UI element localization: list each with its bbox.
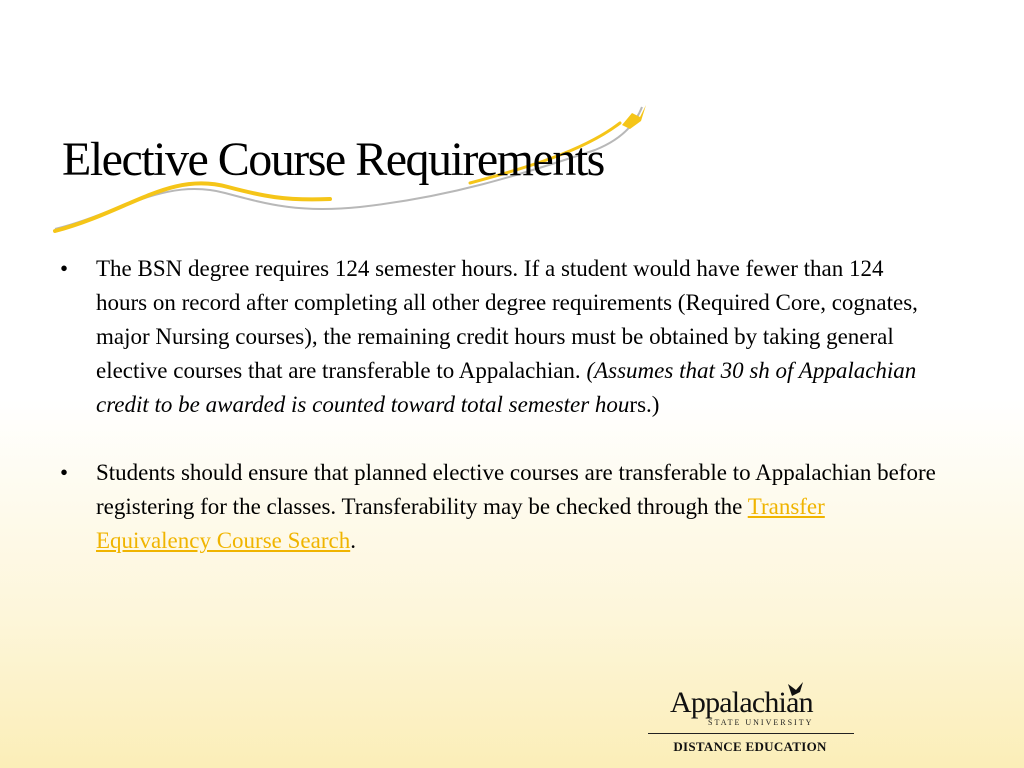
list-item — [60, 456, 940, 558]
logo-subtitle: STATE UNIVERSITY — [708, 718, 814, 727]
logo-divider — [648, 733, 854, 734]
slide-title: Elective Course Requirements — [62, 133, 604, 186]
bullet-text: The BSN degree requires 124 semester hours. If a student would have fewer than 124 hours on record after completing all other degree requirements (Required Core, cognates, major Nursing courses), the remaining credit hours must be obtained by taking general elective courses that are transferable to Appalachian. — [96, 256, 918, 383]
bullet-tail: rs.) — [629, 392, 660, 417]
transfer-search-link[interactable]: Transfer Equivalency Course Search — [96, 494, 825, 553]
bullet-marker: • — [60, 256, 69, 281]
bullet-text: Students should ensure that planned elective courses are transferable to Appalachian before registering for the classes. Transferability may be checked through the — [96, 460, 936, 519]
logo-name: Appalachian — [670, 686, 813, 719]
appalachian-logo — [640, 680, 860, 760]
logo-department: DISTANCE EDUCATION — [673, 739, 827, 754]
bullet-marker: • — [60, 460, 69, 485]
bullet-list — [60, 252, 940, 592]
list-item — [60, 252, 940, 422]
bullet-italic-note: (Assumes that 30 sh of Appalachian credit to be awarded is counted toward total semester hou — [96, 358, 917, 417]
bullet-tail: . — [350, 528, 356, 553]
